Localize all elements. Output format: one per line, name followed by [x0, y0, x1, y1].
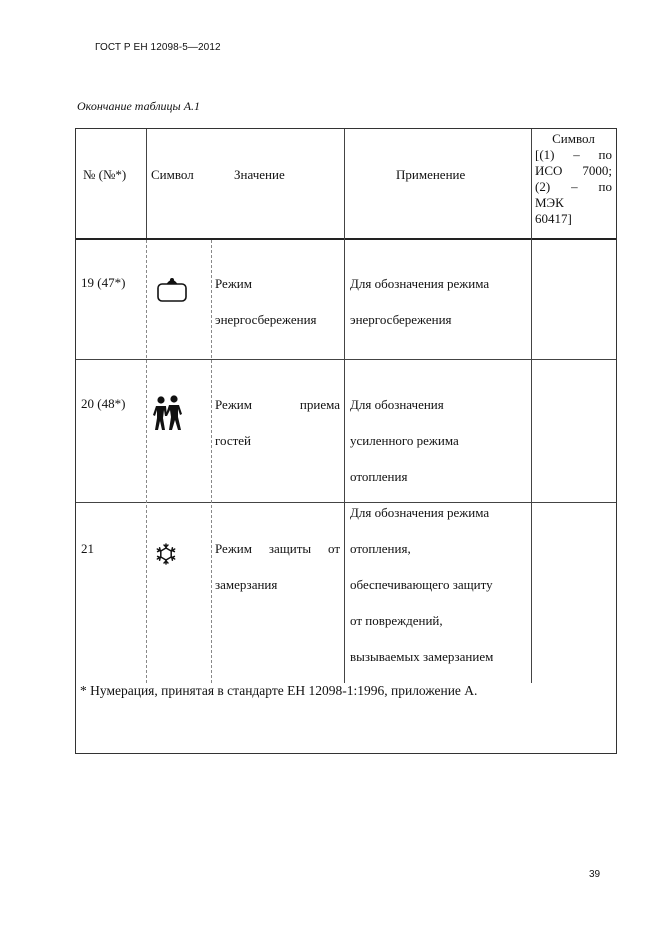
frost-protection-icon: [154, 542, 178, 566]
row-20-num: 20 (48*): [81, 396, 126, 411]
col-divider: [146, 129, 147, 238]
row-21-num: 21: [81, 541, 94, 556]
row-21-meaning: Режим защиты от замерзания: [215, 541, 340, 592]
row-19-num: 19 (47*): [81, 275, 126, 290]
col-divider: [146, 240, 148, 683]
energy-saving-icon: [156, 276, 188, 304]
document-header: ГОСТ Р ЕН 12098-5—2012: [95, 42, 221, 53]
guests-icon: [152, 394, 184, 432]
table-caption: Окончание таблицы А.1: [77, 99, 201, 113]
col-divider: [344, 129, 345, 683]
row-divider: [76, 502, 616, 503]
col-header-application: Применение: [396, 167, 466, 182]
row-19-meaning: Режим энергосбережения: [215, 276, 317, 327]
row-21-application: Для обозначения режима отопления, обеспечивающего защиту от повреждений, вызываемых замерзанием: [350, 505, 494, 664]
col-header-meaning: Значение: [234, 167, 285, 182]
col-header-reference: Символ [(1) – по ИСО 7000; (2) – по МЭК 60417]: [535, 131, 612, 226]
col-divider: [531, 129, 532, 683]
page-number: 39: [589, 869, 601, 880]
row-divider: [76, 359, 616, 360]
header-divider: [76, 238, 616, 240]
row-19-application: Для обозначения режима энергосбережения: [350, 276, 490, 327]
row-20-meaning: Режим приема гостей: [215, 397, 340, 448]
symbols-table: [75, 128, 617, 754]
table-footnote: * Нумерация, принятая в стандарте ЕН 12098-1:1996, приложение А.: [80, 683, 478, 698]
col-header-symbol: Символ: [151, 167, 194, 182]
col-divider: [211, 240, 213, 683]
row-20-application: Для обозначения усиленного режима отопления: [350, 397, 459, 484]
col-header-num: № (№*): [83, 167, 127, 182]
